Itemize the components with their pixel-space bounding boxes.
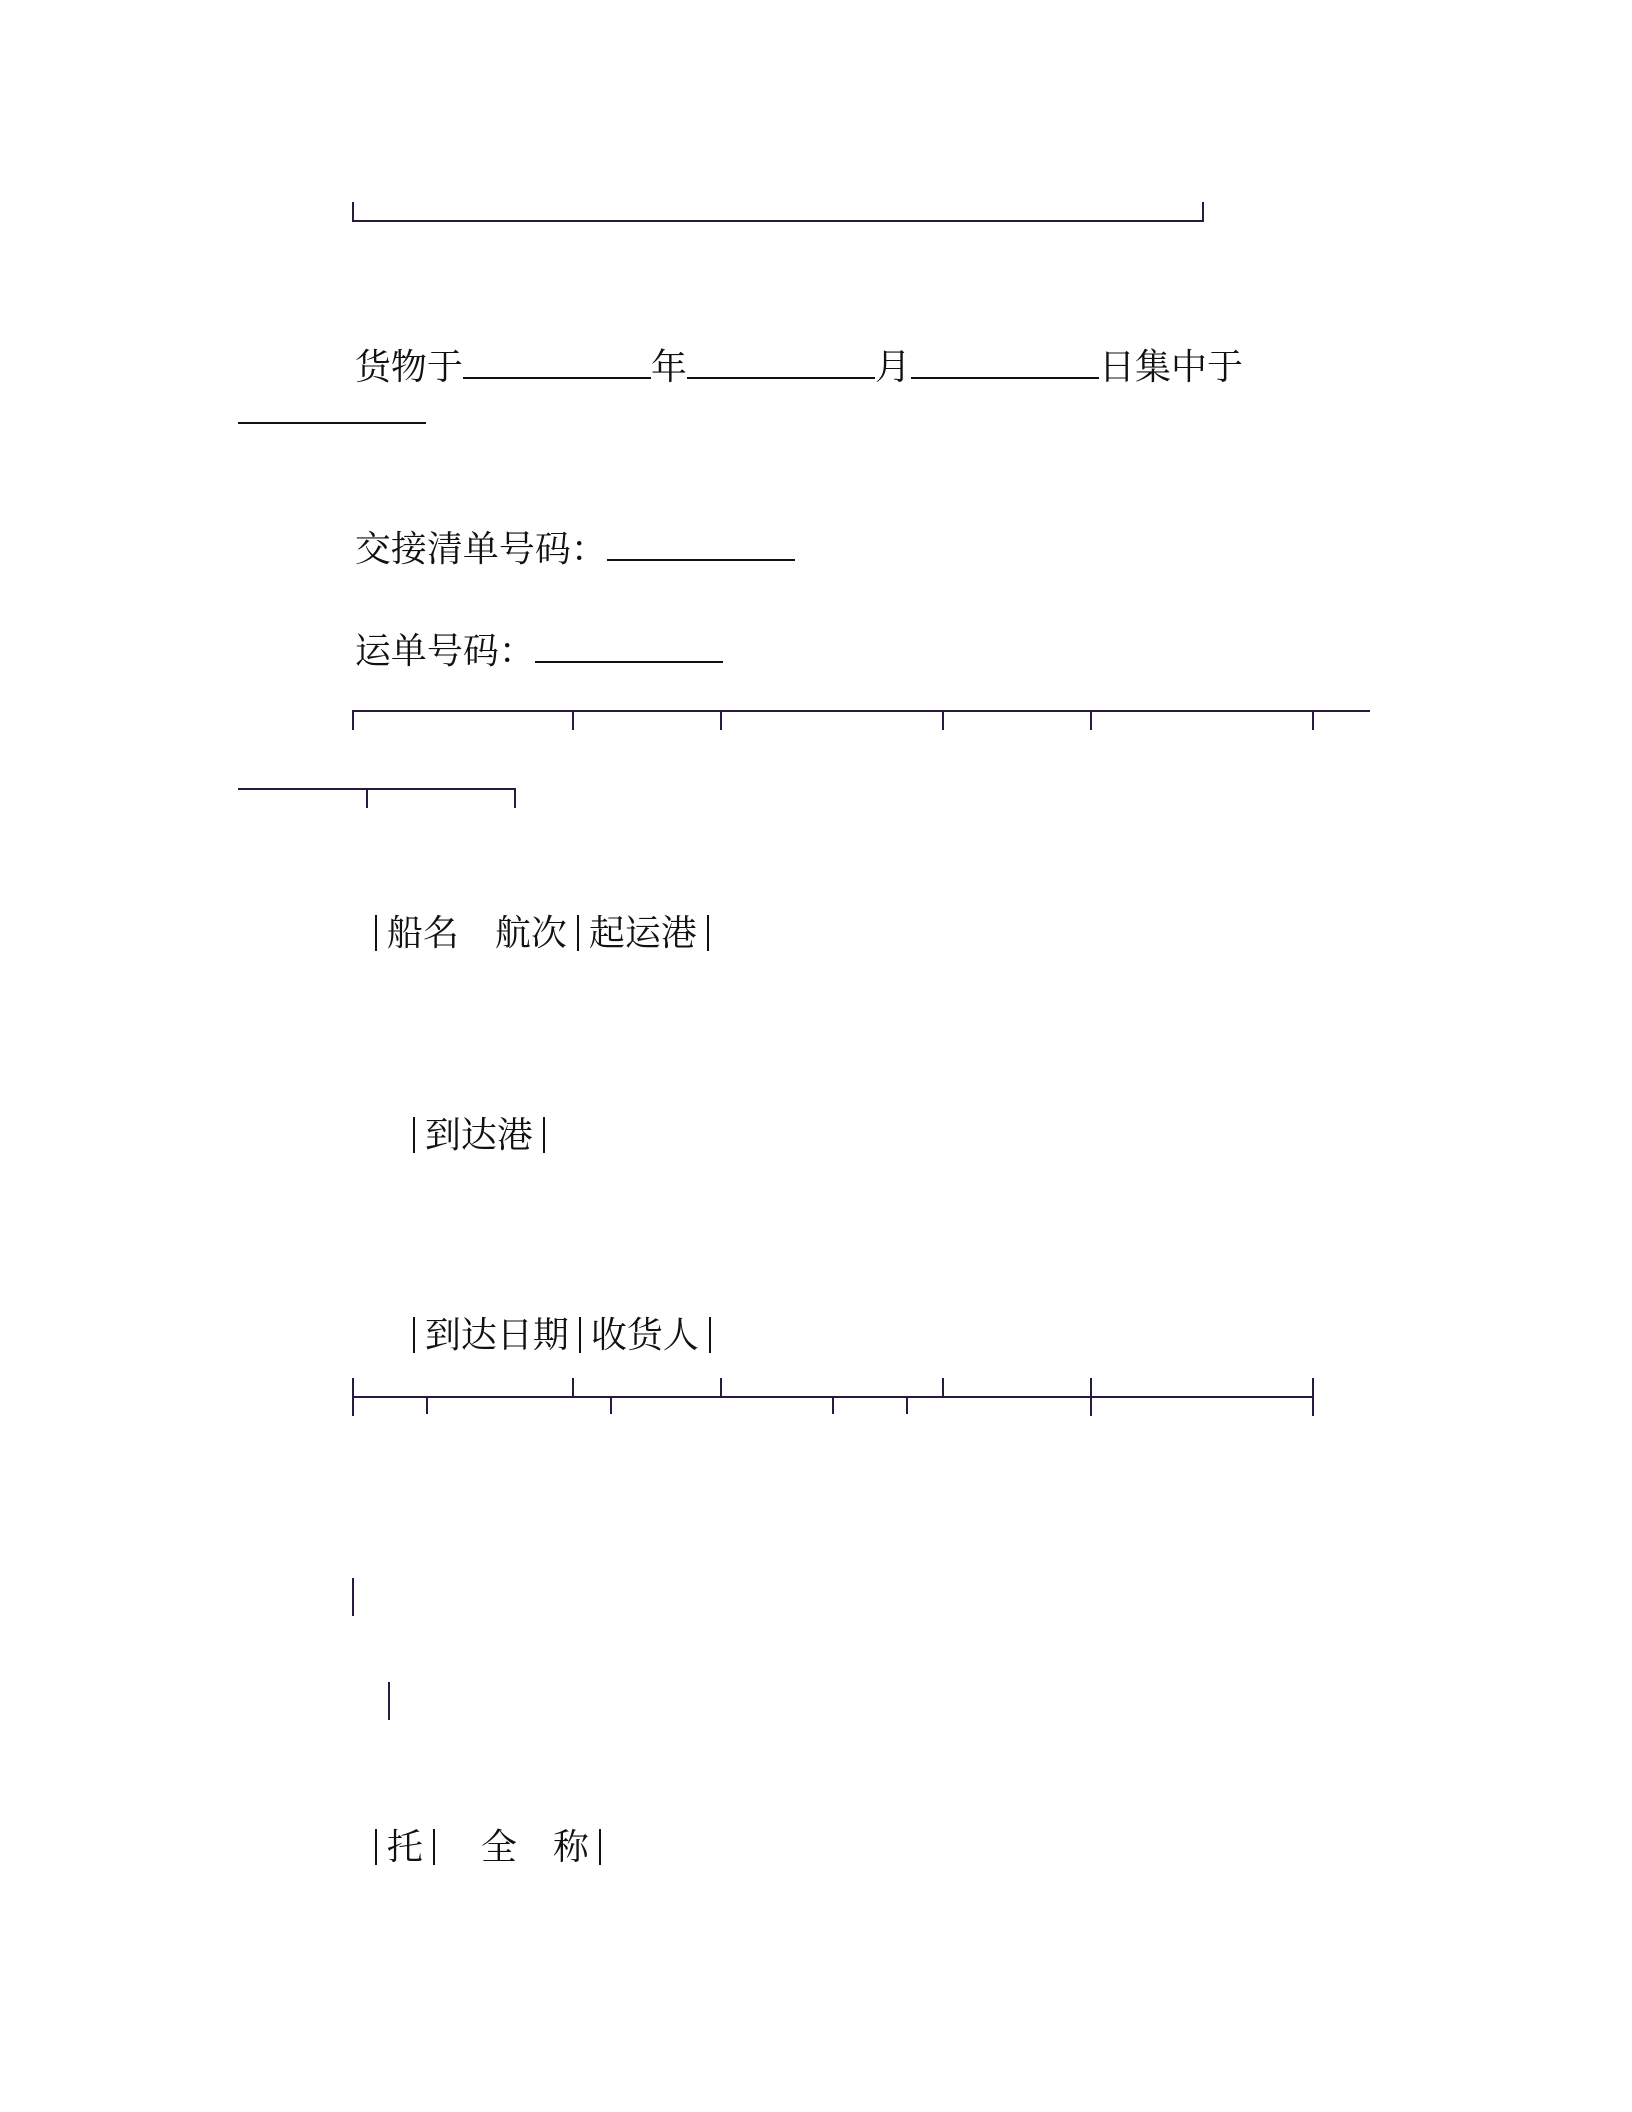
waybill-label: 运单号码： (354, 631, 535, 672)
full-name-label: 全 称 (480, 1827, 589, 1868)
origin-port: 起运港 (588, 913, 697, 954)
consignor-label: 托 (386, 1827, 423, 1868)
year-label: 年 (650, 347, 687, 388)
voyage: 航次 (494, 913, 567, 954)
mid-tick-a1 (352, 1378, 354, 1416)
sep (413, 1117, 415, 1153)
top-rule (352, 220, 1204, 222)
mid-tick-a2 (572, 1378, 574, 1398)
day-blank[interactable] (911, 347, 1099, 379)
sep (375, 915, 377, 951)
waybill-blank[interactable] (535, 631, 723, 663)
tick-5 (1090, 710, 1092, 730)
sep (413, 1317, 415, 1353)
row-dest (380, 1064, 555, 1160)
mid-tick-b2 (610, 1396, 612, 1414)
top-rule-right-tick (1202, 202, 1204, 222)
day-suffix: 日集中于 (1098, 347, 1243, 388)
continuation-rule (238, 788, 516, 790)
month-blank[interactable] (687, 347, 875, 379)
waybill-line (332, 580, 723, 676)
sep (707, 915, 709, 951)
top-rule-left-tick (352, 202, 354, 222)
mid-tick-a4 (942, 1378, 944, 1398)
handover-label: 交接清单号码： (354, 529, 607, 570)
dest-port: 到达港 (424, 1115, 533, 1156)
row-ship (342, 862, 719, 958)
sep (433, 1829, 435, 1865)
tick-6 (1312, 710, 1314, 730)
tick-4 (942, 710, 944, 730)
row-arrival (380, 1264, 721, 1360)
month-label: 月 (874, 347, 911, 388)
handover-blank[interactable] (607, 529, 795, 561)
sep (579, 1317, 581, 1353)
table-top-rule (352, 710, 1370, 712)
tick-1 (352, 710, 354, 730)
location-blank[interactable] (238, 392, 426, 424)
sep (599, 1829, 601, 1865)
tick-2 (572, 710, 574, 730)
cont-tick-2 (514, 788, 516, 808)
mid-tick-b3 (832, 1396, 834, 1414)
row-consignor (342, 1776, 611, 1872)
sep (577, 915, 579, 951)
goods-prefix: 货物于 (354, 347, 463, 388)
cont-tick-1 (366, 788, 368, 808)
mid-tick-b1 (426, 1396, 428, 1414)
mid-tick-a6 (1312, 1378, 1314, 1416)
lone-bar-1 (352, 1578, 354, 1616)
mid-tick-a3 (720, 1378, 722, 1398)
year-blank[interactable] (463, 347, 651, 379)
arrival-date: 到达日期 (424, 1315, 569, 1356)
consignee: 收货人 (590, 1315, 699, 1356)
mid-tick-b4 (906, 1396, 908, 1414)
mid-tick-a5 (1090, 1378, 1092, 1416)
handover-line (332, 478, 795, 574)
ship-name: 船名 (386, 913, 459, 954)
sep (709, 1317, 711, 1353)
goods-date-line (332, 296, 1243, 392)
lone-bar-2 (388, 1682, 390, 1720)
sep (375, 1829, 377, 1865)
sep (543, 1117, 545, 1153)
tick-3 (720, 710, 722, 730)
